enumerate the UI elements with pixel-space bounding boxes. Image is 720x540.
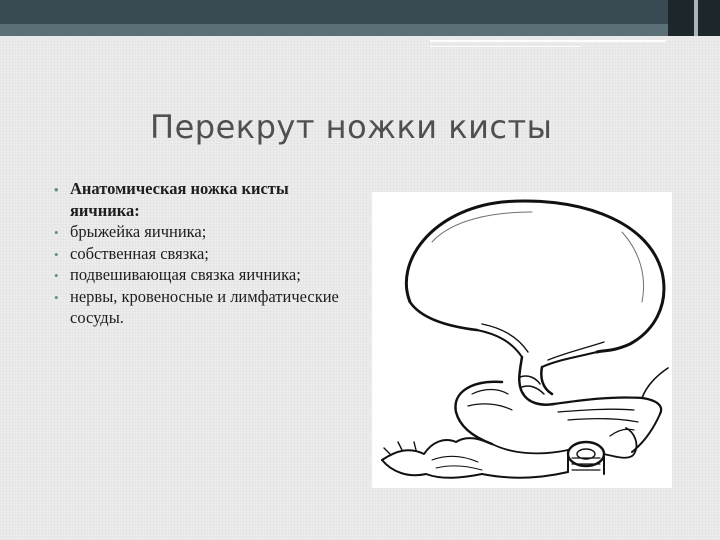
ovarian-cyst-illustration xyxy=(372,192,672,488)
slide-title: Перекрут ножки кисты xyxy=(150,108,553,146)
bullet-item xyxy=(50,221,350,243)
bullet-icon: • xyxy=(54,289,59,305)
bullet-text: нервы, кровеносные и лимфатические сосуды. xyxy=(70,286,339,327)
bullet-icon: • xyxy=(54,268,59,283)
bullet-item xyxy=(50,264,350,286)
bullet-icon: • xyxy=(54,225,59,240)
header-bar xyxy=(0,0,720,24)
header-corner-divider xyxy=(694,0,698,36)
ovarian-cyst-pedicle-drawing-icon xyxy=(372,192,672,488)
header-accent-band xyxy=(0,24,720,36)
bullet-text: подвешивающая связка яичника; xyxy=(70,265,301,284)
decorative-rule-short xyxy=(430,46,580,47)
bullet-item xyxy=(50,178,350,221)
bullet-icon: • xyxy=(54,246,59,262)
bullet-text: Анатомическая ножка кисты яичника: xyxy=(70,179,289,220)
bullet-item xyxy=(50,286,350,329)
bullet-text: брыжейка яичника; xyxy=(70,222,207,241)
bullet-text: собственная связка; xyxy=(70,243,209,263)
bullet-list xyxy=(50,178,350,329)
bullet-icon: • xyxy=(54,182,59,197)
decorative-rule xyxy=(430,40,666,42)
bullet-item xyxy=(50,243,350,265)
